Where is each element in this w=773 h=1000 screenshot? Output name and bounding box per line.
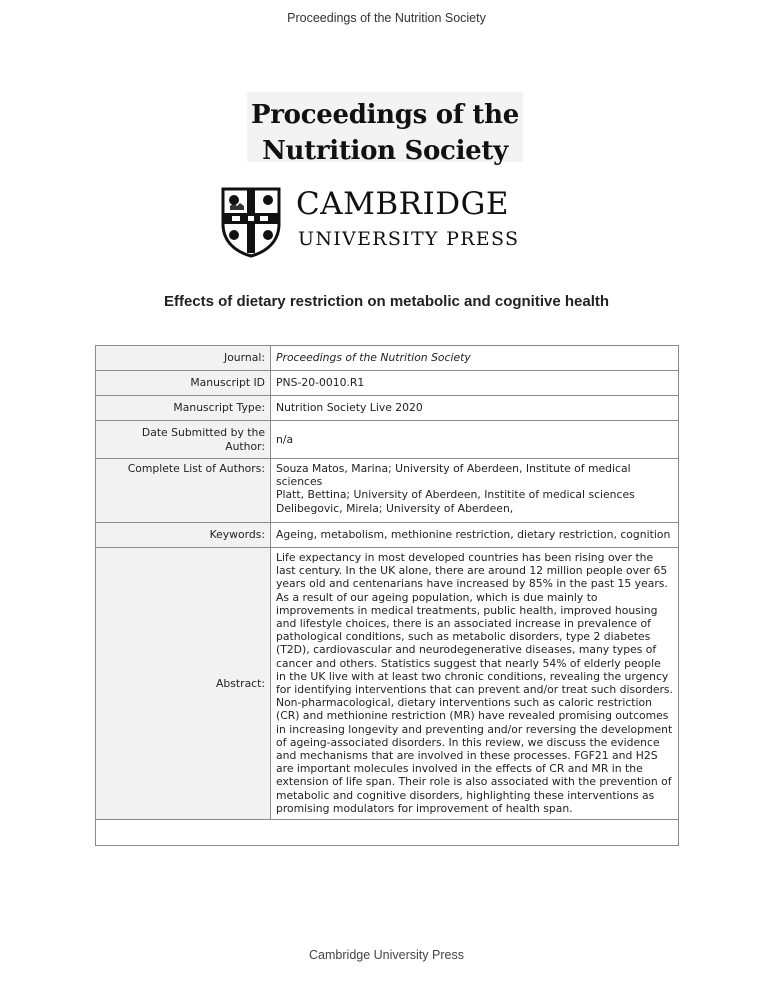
table-row (96, 421, 679, 459)
journal-value (271, 346, 679, 371)
abstract-value (271, 548, 679, 820)
manuscript-metadata-table (95, 345, 679, 846)
authors-list (271, 459, 679, 523)
keywords-label: Keywords: (96, 523, 271, 548)
journal-logo-line-2: Nutrition Society (262, 136, 508, 166)
authors-label: Complete List of Authors: (96, 459, 271, 523)
author-entry: Souza Matos, Marina; University of Aberdeen, Institute of medical sciences (276, 462, 631, 489)
author-entry: Platt, Bettina; University of Aberdeen, Institite of medical sciences (276, 488, 635, 502)
table-row (96, 820, 679, 846)
table-row (96, 396, 679, 421)
journal-logo-title (247, 97, 523, 169)
table-row (96, 523, 679, 548)
date-submitted-label: Date Submitted by the Author: (96, 421, 271, 459)
table-row (96, 459, 679, 523)
university-shield-icon (220, 186, 282, 258)
abstract-label: Abstract: (96, 548, 271, 820)
running-footer: Cambridge University Press (309, 948, 464, 962)
table-row (96, 346, 679, 371)
manuscript-id-value: PNS-20-0010.R1 (271, 371, 679, 396)
author-entry: Delibegovic, Mirela; University of Aberdeen, (276, 501, 514, 515)
journal-value-text: Proceedings of the Nutrition Society (276, 351, 471, 365)
journal-label: Journal: (96, 346, 271, 371)
publisher-name: CAMBRIDGE (296, 186, 509, 222)
abstract-text: Life expectancy in most developed countries has been rising over the last century. In the UK alone, there are around 12 million people over 65 years old and centenarians have increased by 85% in the past 15 years. As a result of our ageing population, which is due mainly to improvements in medical treatments, public health, improved housing and lifestyle choices, there is an associated increase in prevalence of pathological conditions, such as metabolic disorders, type 2 diabetes (T2D), cardiovascular and neurodegenerative diseases, many types of cancer and others. Statistics suggest that nearly 54% of elderly people in the UK live with at least two chronic conditions, revealing the urgency for identifying interventions that can prevent and/or treat such disorders. Non-pharmacological, dietary interventions such as caloric restriction (CR) and methionine restriction (MR) have revealed promising outcomes in increasing longevity and preventing and/or reversing the development of ageing-associated disorders. In this review, we discuss the evidence and mechanisms that are involved in these processes. FGF21 and H2S are important molecules involved in the effects of CR and MR in the extension of life span. Their role is also associated with the prevention of metabolic and cognitive disorders, highlighting these interventions as promising modulators for improvement of health span. (276, 551, 673, 815)
publisher-subtitle: UNIVERSITY PRESS (298, 228, 520, 250)
table-row (96, 371, 679, 396)
manuscript-type-value: Nutrition Society Live 2020 (271, 396, 679, 421)
empty-row (96, 820, 679, 846)
running-header: Proceedings of the Nutrition Society (287, 11, 486, 25)
manuscript-type-label: Manuscript Type: (96, 396, 271, 421)
table-row (96, 548, 679, 820)
paper-title: Effects of dietary restriction on metabolic and cognitive health (163, 293, 610, 310)
keywords-value: Ageing, metabolism, methionine restriction, dietary restriction, cognition (271, 523, 679, 548)
date-submitted-value: n/a (271, 421, 679, 459)
manuscript-id-label: Manuscript ID (96, 371, 271, 396)
journal-logo-line-1: Proceedings of the (251, 100, 519, 130)
